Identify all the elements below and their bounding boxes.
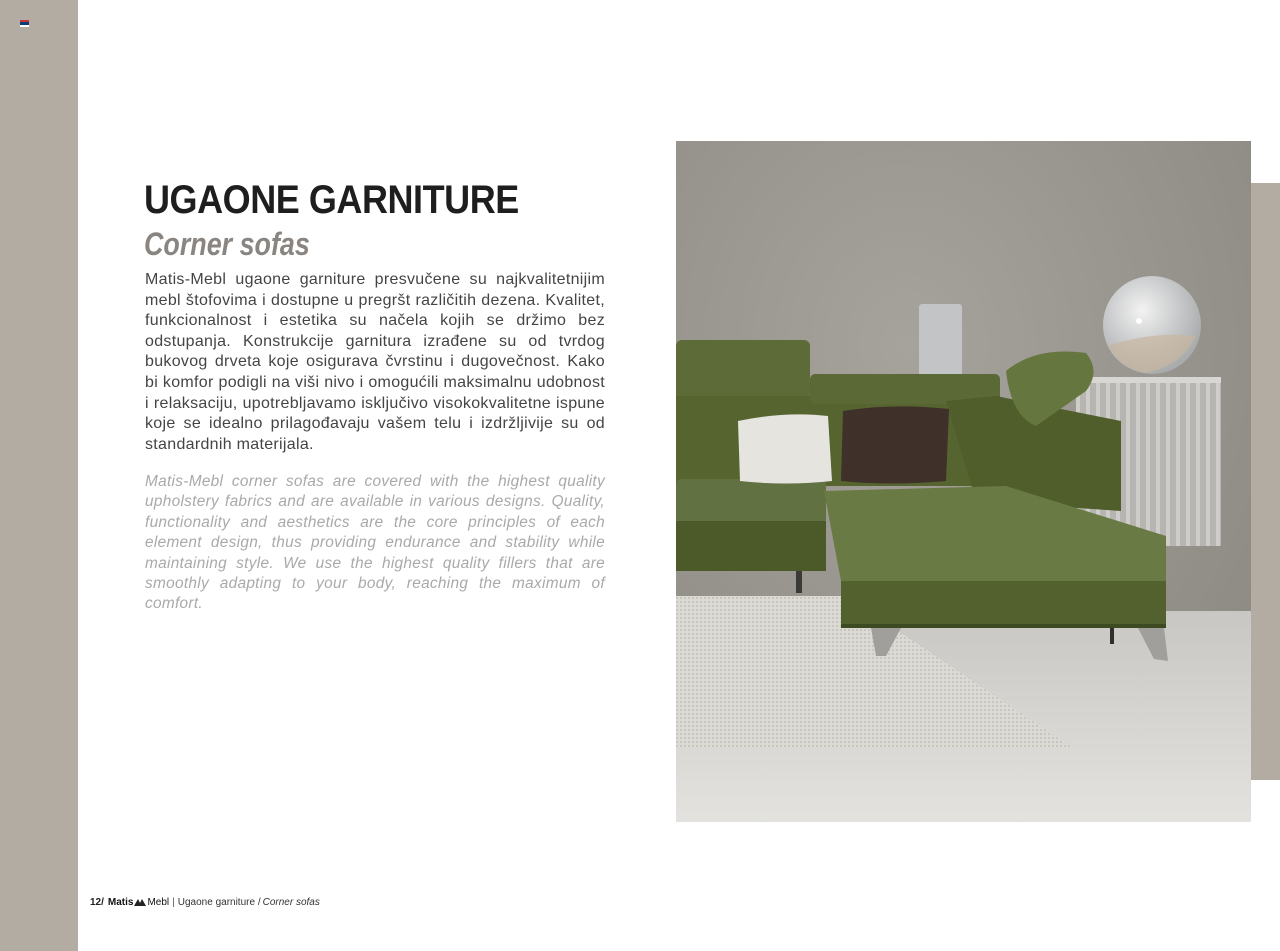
- description-english: Matis-Mebl corner sofas are covered with the highest quality upholstery fabrics and are available in various designs. Quality, functionality and aesthetics are the core principles of each element design, thus providing endurance and stability while maintaining style. We use the highest quality fillers that are smoothly adapting to your body, reaching the maximum of comfort.: [145, 473, 605, 613]
- flag-icon[interactable]: [20, 20, 29, 27]
- corner-sofa-photo: [676, 141, 1251, 822]
- page-footer: [90, 894, 320, 910]
- page-subtitle: Corner sofas: [144, 226, 310, 262]
- logo-mark-icon: [134, 898, 146, 907]
- right-accent-strip: [1251, 183, 1280, 780]
- footer-section-sr: Ugaone garniture /: [177, 896, 261, 908]
- footer-brand-matis: Matis: [107, 896, 134, 908]
- page-title: UGAONE GARNITURE: [144, 178, 519, 222]
- footer-separator: |: [172, 896, 175, 908]
- page-number: 12/: [90, 896, 104, 908]
- footer-section-en: Corner sofas: [262, 896, 320, 908]
- footer-brand-mebl: Mebl: [147, 896, 170, 908]
- left-side-bar: [0, 0, 78, 951]
- description-serbian: Matis-Mebl ugaone garniture presvučene su najkvalitetnijim mebl štofovima i dostupne u pregršt različitih dezena. Kvalitet, funkcionalnost i estetika su načela kojih se držimo bez odstupanja. Konstrukcije garnitura izrađene su od tvrdog bukovog drveta koje osigurava čvrstinu i dugovečnost. Kako bi komfor podigli na viši nivo i omogućili maksimalnu udobnost i relaksaciju, upotrebljavamo isključivo visokokvalitetne ispune koje se idealno prilagođavaju vašem telu i izdržljivije su od standardnih materijala.: [145, 271, 605, 453]
